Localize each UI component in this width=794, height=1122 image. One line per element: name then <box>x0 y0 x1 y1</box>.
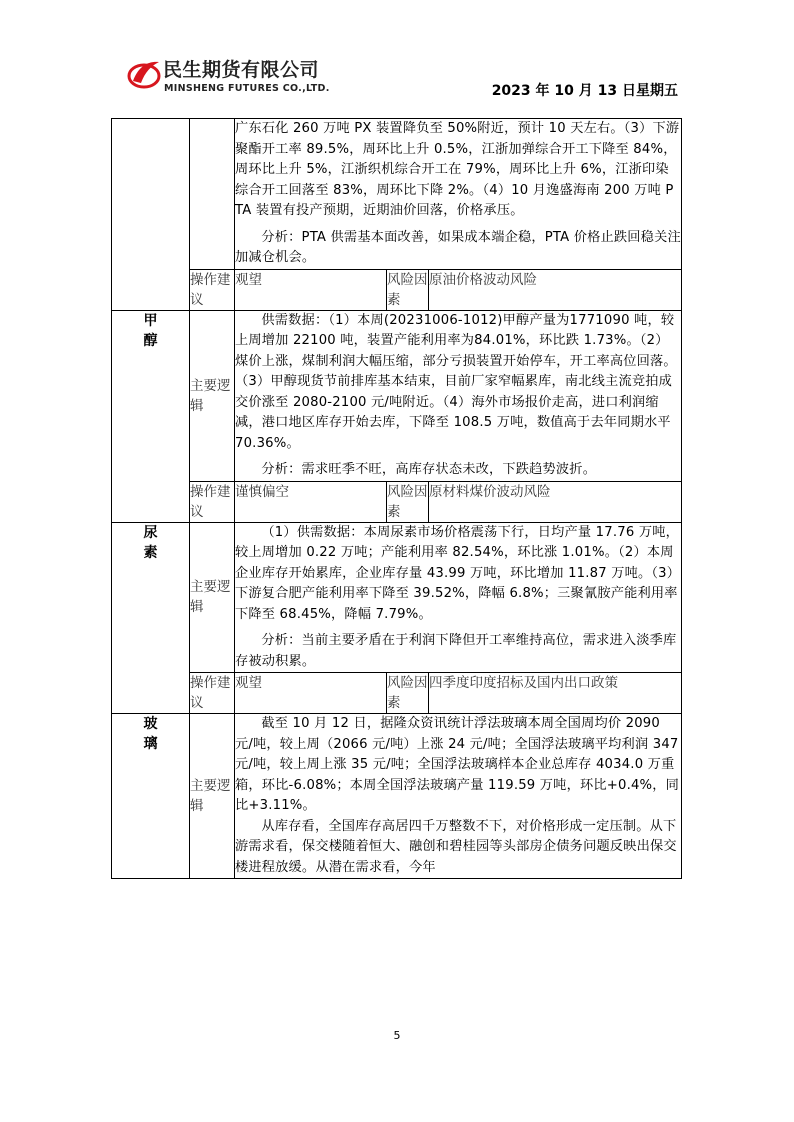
glass-category: 玻璃 <box>112 714 190 879</box>
pta-operation-row <box>112 269 682 310</box>
report-date: 2023 年 10 月 13 日星期五 <box>491 83 678 99</box>
methanol-paragraph: 供需数据：（1）本周(20231006-1012)甲醇产量为1771090 吨，较上周增加 22100 吨，装置产能利用率为84.01%，环比跌 1.73%。（2）煤价上涨，煤制利润大幅压缩，部分亏损装置开始停车，开工率高位回落。（3）甲醇现货节前排库基本结束，目前厂家窄幅累库，南北线主流竞拍成交价涨至 2080-2100 元/吨附近。（4）海外市场报价走高，进口利润缩减，港口地区库存开始去库，下降至 108.5 万吨，数值高于去年同期水平 70.36%。 <box>235 312 677 451</box>
commodity-analysis-table <box>111 118 682 879</box>
urea-category: 尿素 <box>112 522 190 714</box>
pta-analysis: 分析：PTA 供需基本面改善，如果成本端企稳，PTA 价格止跌回稳关注加减仓机会。 <box>235 229 681 265</box>
risk-label: 风险因素 <box>387 269 429 310</box>
urea-analysis: 分析：当前主要矛盾在于利润下降但开工率维持高位，需求进入淡季库存被动积累。 <box>235 633 677 669</box>
pta-category-cell <box>112 119 190 311</box>
methanol-risk-value: 原材料煤价波动风险 <box>429 481 682 522</box>
glass-logic-row <box>112 714 682 879</box>
pta-logic-content <box>235 119 682 270</box>
methanol-logic-content <box>235 310 682 481</box>
urea-operation-row <box>112 673 682 714</box>
glass-paragraph-1: 截至 10 月 12 日，据隆众资讯统计浮法玻璃本周全国周均价 2090 元/吨，较上周（2066 元/吨）上涨 24 元/吨；全国浮法玻璃平均利润 347 元/吨，较上周上涨 35 元/吨；全国浮法玻璃样本企业总库存 4034.0 万重箱，环比-6.08%；本周全国浮法玻璃产量 119.59 万吨，环比+0.4%，同比+3.11%。 <box>235 716 680 813</box>
logic-label: 主要逻辑 <box>190 714 235 879</box>
logo-english-name: MINSHENG FUTURES CO.,LTD. <box>164 83 330 94</box>
operation-label: 操作建议 <box>190 673 235 714</box>
urea-operation-value: 观望 <box>235 673 387 714</box>
methanol-operation-row <box>112 481 682 522</box>
logic-label: 主要逻辑 <box>190 522 235 673</box>
pta-logic-label-cell <box>190 119 235 270</box>
minsheng-logo-icon <box>127 57 161 91</box>
methanol-analysis: 分析：需求旺季不旺，高库存状态未改，下跌趋势波折。 <box>261 462 597 477</box>
urea-paragraph: （1）供需数据：本周尿素市场价格震荡下行，日均产量 17.76 万吨，较上周增加 0.22 万吨；产能利用率 82.54%，环比涨 1.01%。（2）本周企业库存开始累库，企业库存量 43.99 万吨，环比增加 11.87 万吨。（3）下游复合肥产能利用率下降至 39.52%，降幅 6.8%；三聚氰胺产能利用率下降至 68.45%，降幅 7.79%。 <box>235 524 681 622</box>
methanol-logic-row <box>112 310 682 481</box>
risk-label: 风险因素 <box>387 673 429 714</box>
urea-risk-value: 四季度印度招标及国内出口政策 <box>429 673 682 714</box>
operation-label: 操作建议 <box>190 481 235 522</box>
logo-chinese-name: 民生期货有限公司 <box>163 59 320 81</box>
pta-risk-value: 原油价格波动风险 <box>429 269 682 310</box>
operation-label: 操作建议 <box>190 269 235 310</box>
methanol-operation-value: 谨慎偏空 <box>235 481 387 522</box>
pta-operation-value: 观望 <box>235 269 387 310</box>
company-logo <box>127 55 367 101</box>
pta-paragraph: 广东石化 260 万吨 PX 装置降负至 50%附近，预计 10 天左右。（3）下游聚酯开工率 89.5%，周环比上升 0.5%，江浙加弹综合开工下降至 84%，周环比上升 5%，江浙织机综合开工在 79%，周环比上升 6%，江浙印染综合开工回落至 83%，周环比下降 2%。（4）10 月逸盛海南 200 万吨 PTA 装置有投产预期，近期油价回落，价格承压。 <box>235 121 680 218</box>
glass-logic-content <box>235 714 682 879</box>
glass-paragraph-2: 从库存看，全国库存高居四千万整数不下，对价格形成一定压制。从下游需求看，保交楼随着恒大、融创和碧桂园等头部房企债务问题反映出保交楼进程放缓。从潜在需求看，今年 <box>235 818 677 875</box>
logic-label: 主要逻辑 <box>190 310 235 481</box>
urea-logic-content <box>235 522 682 673</box>
page-number: 5 <box>393 1029 401 1042</box>
pta-logic-row <box>112 119 682 270</box>
urea-logic-row <box>112 522 682 673</box>
methanol-category: 甲醇 <box>112 310 190 522</box>
risk-label: 风险因素 <box>387 481 429 522</box>
